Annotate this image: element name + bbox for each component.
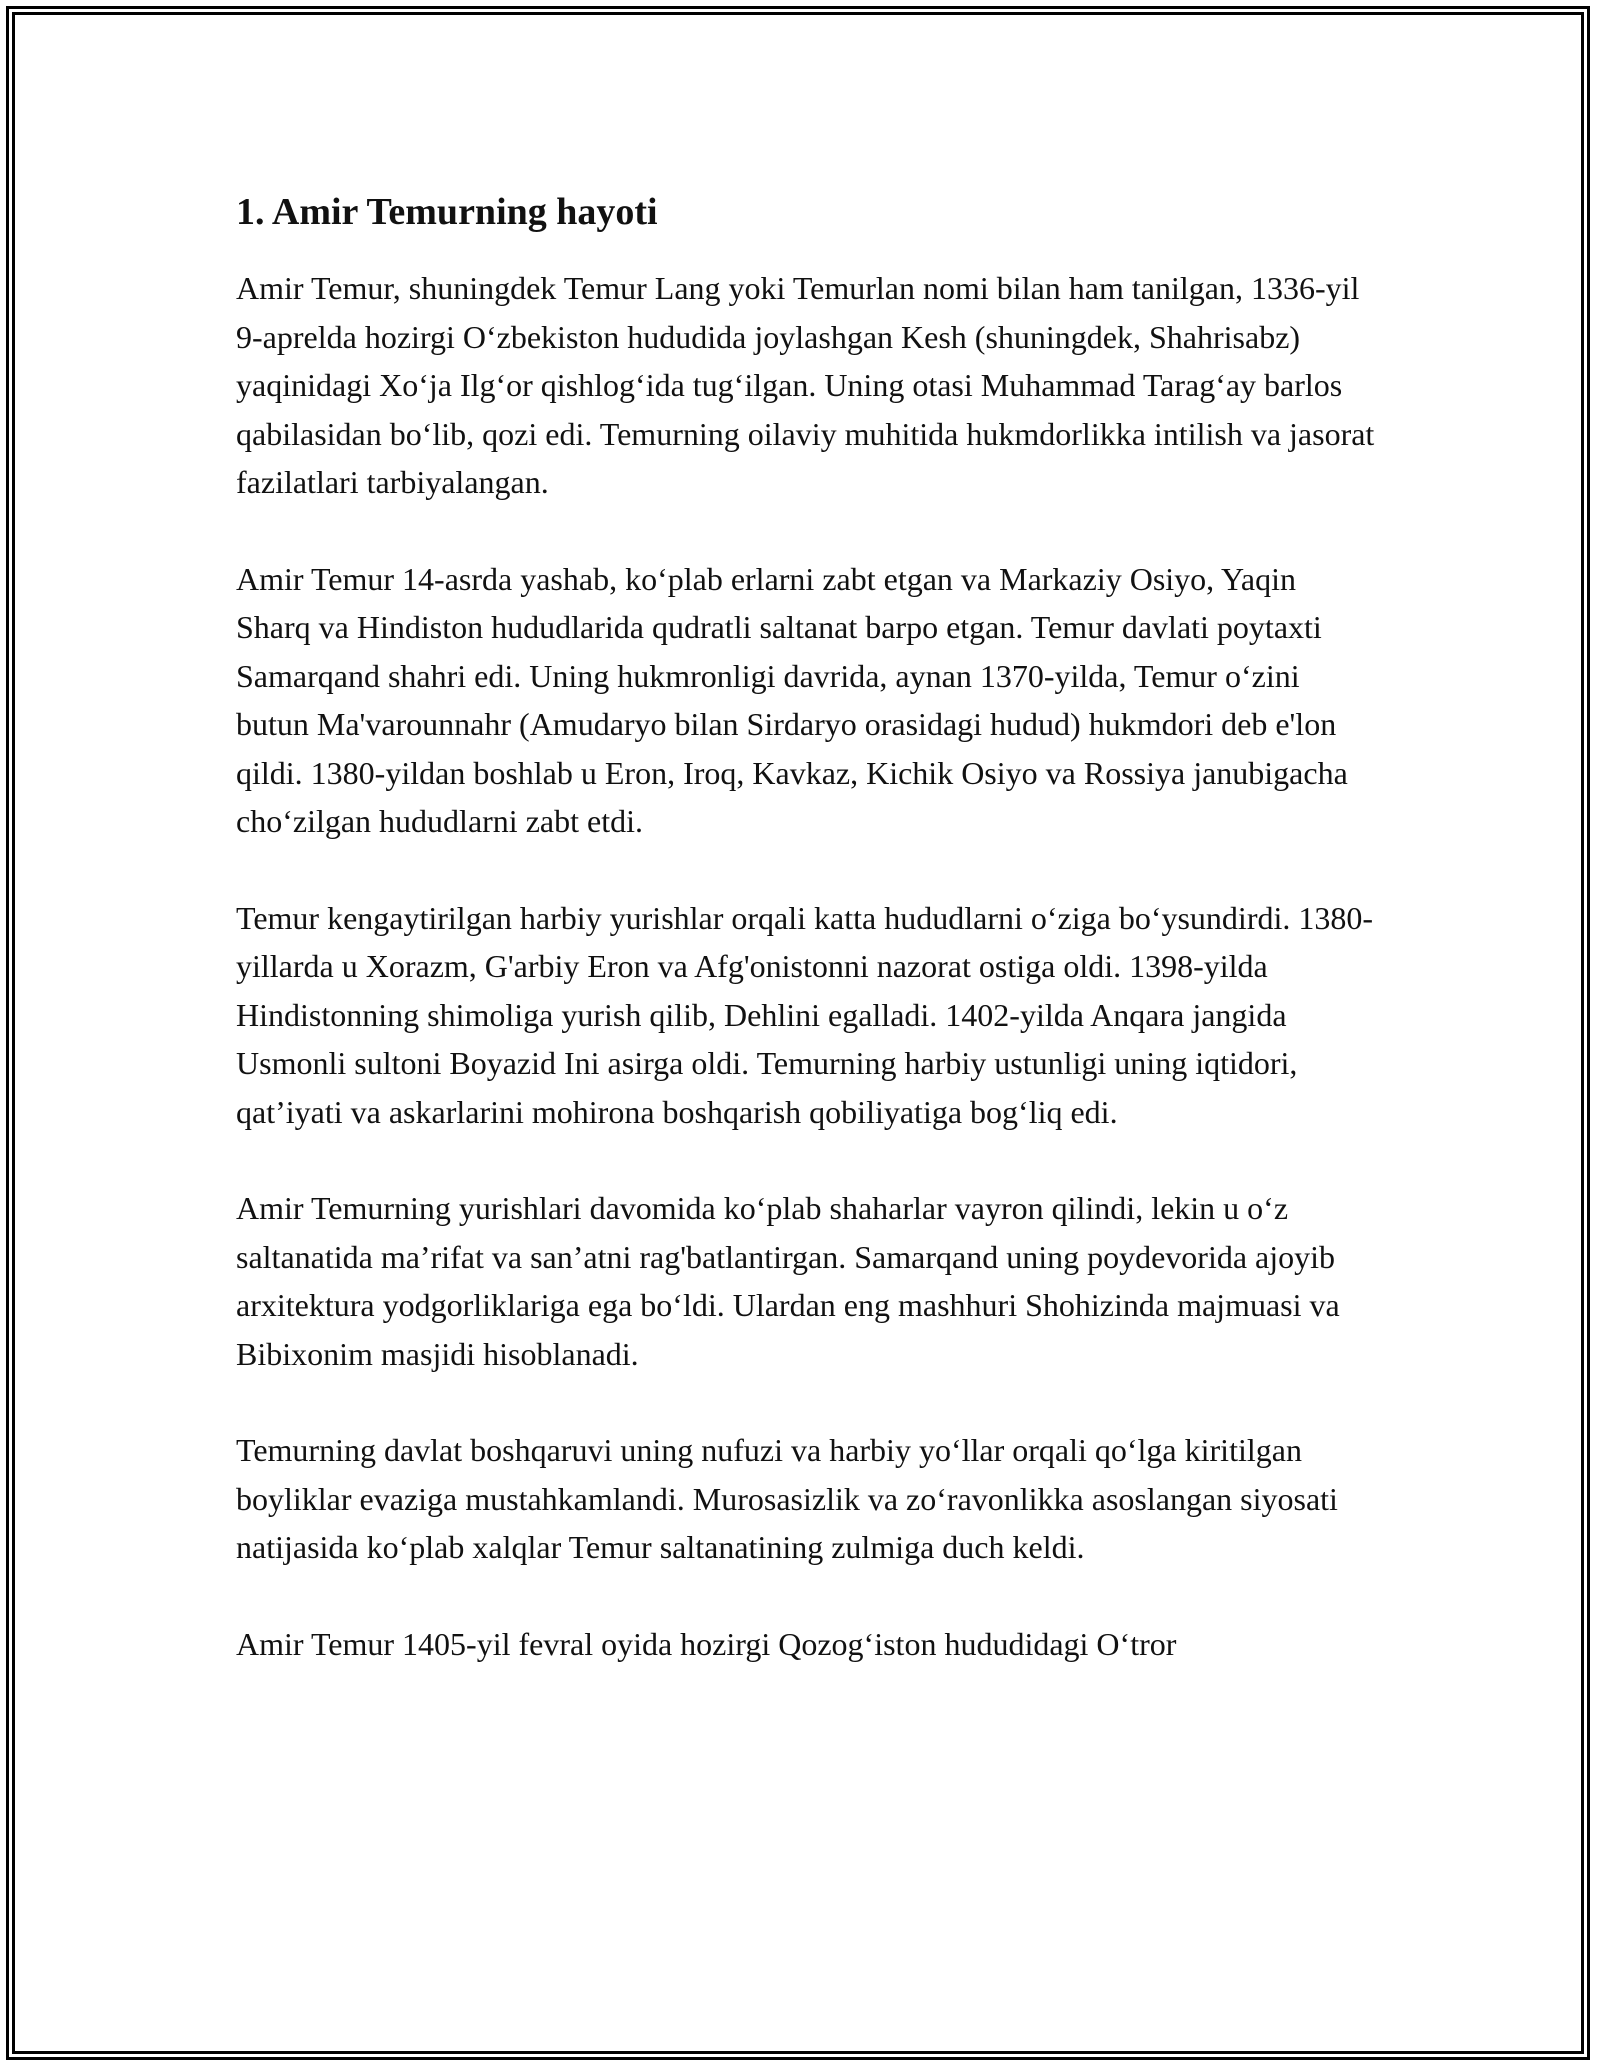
paragraph-death: Amir Temur 1405-yil fevral oyida hozirgi Qozogʻiston hududidagi Oʻtror [236, 1625, 1177, 1662]
paragraph-culture: Amir Temurning yurishlari davomida koʻplab shaharlar vayron qilindi, lekin u oʻz saltanatida ma’rifat va san’atni rag'batlantirgan. Samarqand uning poydevorida ajoyib arxitektura yodgorliklariga ega boʻldi. Ulardan eng mashhuri Shohizinda majmuasi va Bibixonim masjidi hisoblanadi. [236, 1190, 1340, 1372]
paragraph-birth: Amir Temur, shuningdek Temur Lang yoki Temurlan nomi bilan ham tanilgan, 1336-yil 9-aprelda hozirgi Oʻzbekiston hududida joylashgan Kesh (shuningdek, Shahrisabz) yaqinidagi Xoʻja Ilgʻor qishlogʻida tugʻilgan. Uning otasi Muhammad Taragʻay barlos qabilasidan boʻlib, qozi edi. Temurning oilaviy muhitida hukmdorlikka intilish va jasorat fazilatlari tarbiyalangan. [236, 270, 1375, 500]
section-heading: 1. Amir Temurning hayoti [236, 191, 658, 233]
paragraph-conquests: Amir Temur 14-asrda yashab, koʻplab erlarni zabt etgan va Markaziy Osiyo, Yaqin Sharq va Hindiston hududlarida qudratli saltanat barpo etgan. Temur davlati poytaxti Samarqand shahri edi. Uning hukmronligi davrida, aynan 1370-yilda, Temur oʻzini butun Ma'varounnahr (Amudaryo bilan Sirdaryo orasidagi hudud) hukmdori deb e'lon qildi. 1380-yildan boshlab u Eron, Iroq, Kavkaz, Kichik Osiyo va Rossiya janubigacha choʻzilgan hududlarni zabt etdi. [236, 560, 1348, 839]
paragraph-campaigns: Temur kengaytirilgan harbiy yurishlar orqali katta hududlarni oʻziga boʻysundirdi. 1380-yillarda u Xorazm, G'arbiy Eron va Afg'onistonni nazorat ostiga oldi. 1398-yilda Hindistonning shimoliga yurish qilib, Dehlini egalladi. 1402-yilda Anqara jangida Usmonli sultoni Boyazid Ini asirga oldi. Temurning harbiy ustunligi uning iqtidori, qat’iyati va askarlarini mohirona boshqarish qobiliyatiga bogʻliq edi. [236, 899, 1374, 1130]
document-body [236, 188, 1376, 1716]
paragraph-governance: Temurning davlat boshqaruvi uning nufuzi va harbiy yoʻllar orqali qoʻlga kiritilgan boyliklar evaziga mustahkamlandi. Murosasizlik va zoʻravonlikka asoslangan siyosati natijasida koʻplab xalqlar Temur saltanatining zulmiga duch keldi. [236, 1432, 1338, 1565]
